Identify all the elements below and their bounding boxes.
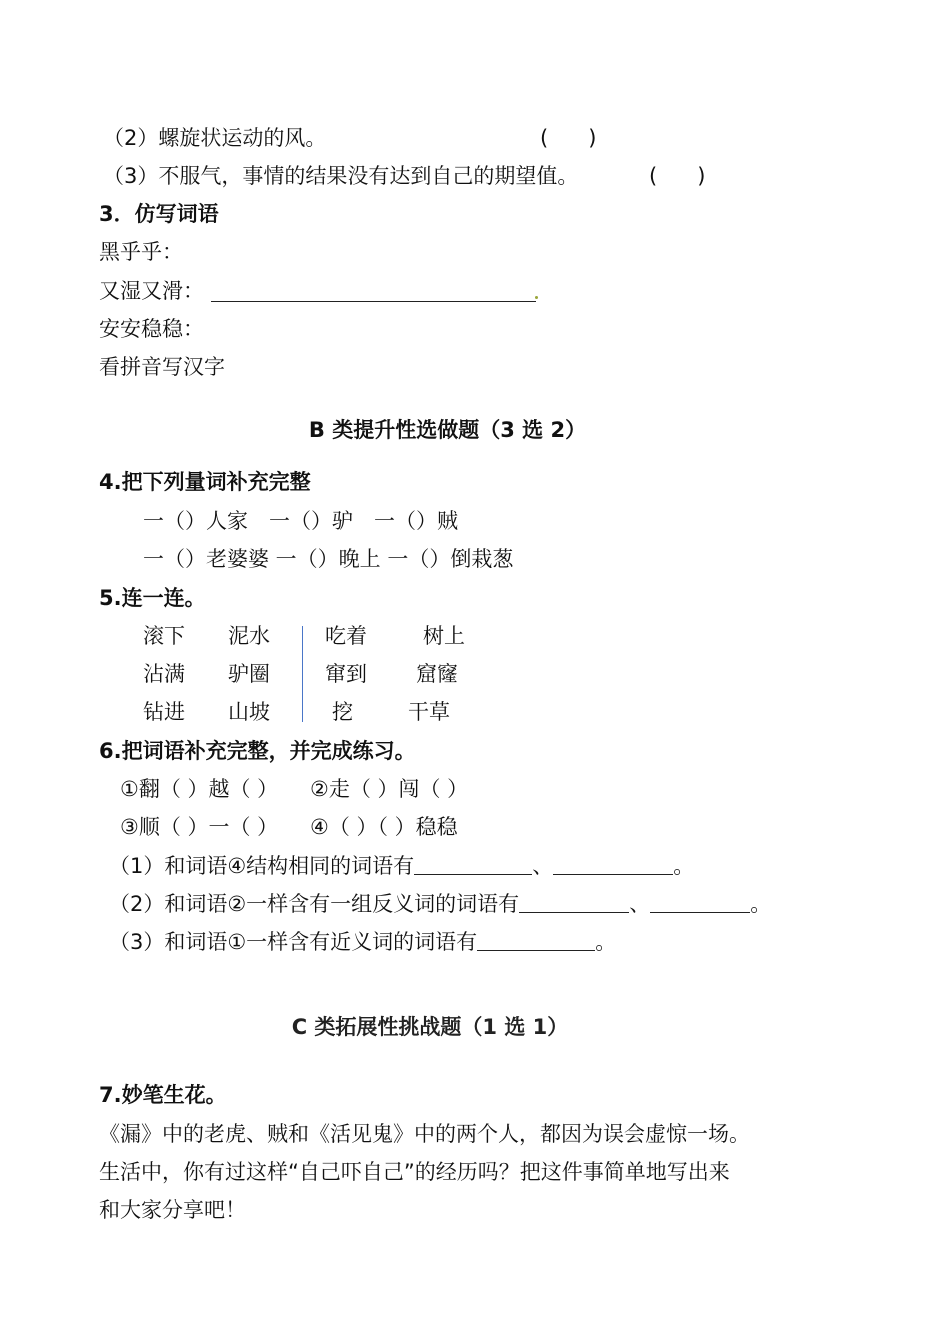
- match-right-1b[interactable]: 树上: [423, 624, 465, 648]
- match-right-3b[interactable]: 干草: [408, 700, 450, 724]
- section-b-heading: B 类提升性选做题（3 选 2）: [308, 418, 587, 442]
- match-left-2b[interactable]: 驴圈: [228, 662, 270, 686]
- q7-line-1: 《漏》中的老虎、贼和《活见鬼》中的两个人，都因为误会虚惊一场。: [99, 1122, 750, 1146]
- question-6-title: 6.把词语补充完整，并完成练习。: [99, 739, 416, 763]
- q3-line-1: 黑乎乎：: [99, 240, 183, 264]
- q6-sub-1-blank-1[interactable]: [414, 854, 532, 875]
- q6-sub-2-text: （2）和词语②一样含有一组反义词的词语有: [109, 892, 520, 916]
- q7-line-3: 和大家分享吧！: [99, 1198, 246, 1222]
- match-left-1a[interactable]: 滚下: [143, 624, 185, 648]
- q6-word-3: ③顺（ ）一（ ）: [120, 815, 279, 839]
- match-left-3b[interactable]: 山坡: [228, 700, 270, 724]
- section-c-heading: [0, 1015, 860, 1042]
- q6-sub-3-blank-1[interactable]: [477, 930, 595, 951]
- match-left-1b[interactable]: 泥水: [228, 624, 270, 648]
- item-2-text: （2）螺旋状运动的风。: [103, 126, 327, 150]
- q6-sub-3-text: （3）和词语①一样含有近义词的词语有: [109, 930, 478, 954]
- match-right-2b[interactable]: 窟窿: [416, 662, 458, 686]
- match-right-1a[interactable]: 吃着: [325, 624, 367, 648]
- q3-line-3: 安安稳稳：: [99, 317, 204, 341]
- q6-sub-3-end: 。: [595, 930, 617, 954]
- q6-word-4: ④（ ）（ ）稳稳: [310, 815, 458, 839]
- question-4-title: 4.把下列量词补充完整: [99, 470, 311, 494]
- q6-sub-2-separator: 、: [629, 892, 651, 916]
- q7-line-2: 生活中，你有过这样“自己吓自己”的经历吗？把这件事简单地写出来: [99, 1160, 730, 1184]
- item-2-answer-paren[interactable]: ( ): [540, 126, 597, 150]
- pinyin-instruction: 看拼音写汉字: [99, 355, 225, 379]
- item-3-text: （3）不服气，事情的结果没有达到自己的期望值。: [103, 164, 579, 188]
- q6-sub-2-end: 。: [750, 892, 772, 916]
- q6-sub-1-end: 。: [673, 854, 695, 878]
- q6-sub-1: [109, 851, 694, 881]
- underline-end-dot: [535, 296, 538, 299]
- q6-sub-1-blank-2[interactable]: [553, 854, 673, 875]
- q3-answer-underline[interactable]: [211, 301, 536, 302]
- match-right-2a[interactable]: 窜到: [325, 662, 367, 686]
- q6-word-2: ②走（ ）闯（ ）: [310, 777, 469, 801]
- question-3-title: 3．仿写词语: [99, 202, 219, 226]
- q6-sub-3: [109, 927, 616, 957]
- q6-sub-1-text: （1）和词语④结构相同的词语有: [109, 854, 415, 878]
- match-divider: [302, 626, 303, 722]
- q4-row-1: 一（）人家 一（）驴 一（）贼: [143, 509, 458, 533]
- q6-word-1: ①翻（ ）越（ ）: [120, 777, 279, 801]
- item-3-answer-paren[interactable]: ( ): [649, 164, 706, 188]
- section-c-heading-text: C 类拓展性挑战题（1 选 1）: [291, 1015, 569, 1039]
- q6-sub-2-blank-2[interactable]: [650, 892, 750, 913]
- q6-sub-2: [109, 889, 771, 919]
- question-5-title: 5.连一连。: [99, 586, 206, 610]
- match-right-3a[interactable]: 挖: [332, 700, 353, 724]
- q4-row-2: 一（）老婆婆 一（）晚上 一（）倒栽葱: [143, 547, 514, 571]
- question-7-title: 7.妙笔生花。: [99, 1083, 227, 1107]
- q6-sub-1-separator: 、: [532, 854, 554, 878]
- match-left-2a[interactable]: 沾满: [143, 662, 185, 686]
- match-left-3a[interactable]: 钻进: [143, 700, 185, 724]
- q3-line-2: 又湿又滑：: [99, 279, 204, 303]
- q6-sub-2-blank-1[interactable]: [519, 892, 629, 913]
